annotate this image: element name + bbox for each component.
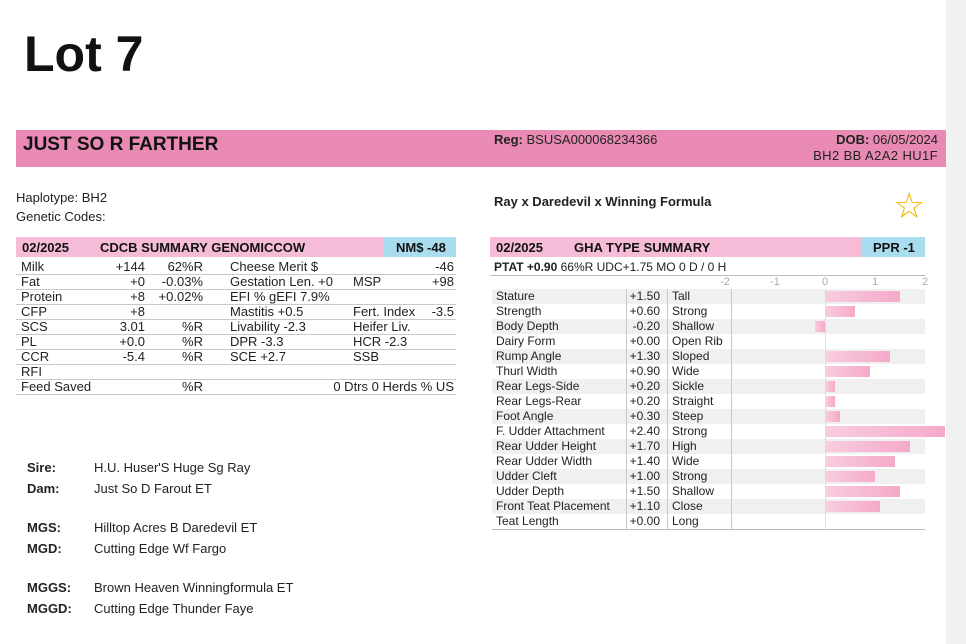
trait-value: +1.50 [629, 484, 660, 498]
column-divider [626, 409, 627, 424]
pedigree-entry [27, 520, 427, 536]
column-divider [667, 514, 668, 529]
ptat-details: 66%R UDC+1.75 MO 0 D / 0 H [560, 260, 727, 274]
trait-descriptor: Sloped [672, 349, 710, 363]
trait-value: +0.00 [629, 334, 660, 348]
cdcb-cell-c5: Fert. Index [353, 304, 416, 319]
cdcb-cell-c5: SSB [353, 349, 380, 364]
trait-descriptor: Close [672, 499, 703, 513]
ppr-box [861, 237, 925, 257]
table-row [16, 379, 456, 395]
cdcb-cell-c3: %R [182, 334, 203, 349]
axis-tick-label: 0 [821, 276, 829, 288]
column-divider [731, 409, 732, 424]
column-divider [731, 514, 732, 529]
cdcb-cell-c1: Fat [21, 274, 40, 289]
column-divider [667, 409, 668, 424]
cdcb-cell-c1: CCR [21, 349, 50, 364]
date-of-birth [836, 132, 938, 147]
trait-row [492, 319, 925, 334]
pedigree-label: MGGS: [27, 580, 72, 595]
trait-value: +1.50 [629, 289, 660, 303]
registration [494, 132, 657, 147]
animal-name: JUST SO R FARTHER [23, 134, 219, 155]
gha-header [490, 237, 925, 257]
column-divider [626, 514, 627, 529]
column-divider [667, 424, 668, 439]
pedigree-value: Cutting Edge Wf Fargo [94, 541, 227, 556]
trait-value: -0.20 [632, 319, 660, 333]
trait-descriptor: Wide [672, 454, 700, 468]
cdcb-cell-c2: +0 [130, 274, 145, 289]
trait-name: Udder Depth [496, 484, 565, 498]
haplotype: Haplotype: BH2 [16, 190, 108, 205]
cdcb-cell-c4: DPR -3.3 [230, 334, 284, 349]
column-divider [626, 394, 627, 409]
cdcb-cell-c1: RFI [21, 364, 42, 379]
pedigree-entry [27, 580, 427, 596]
cdcb-cell-c3: 62%R [167, 259, 203, 274]
trait-value: +0.20 [629, 379, 660, 393]
trait-value: +1.00 [629, 469, 660, 483]
axis-tick-label: 1 [871, 276, 879, 288]
table-row [16, 349, 456, 365]
table-row [16, 319, 456, 335]
trait-descriptor: Open Rib [672, 334, 723, 348]
trait-bar [825, 501, 880, 512]
zero-line [825, 289, 826, 529]
ptat-value: PTAT +0.90 [494, 260, 558, 274]
column-divider [731, 439, 732, 454]
reg-value: BSUSA000068234366 [526, 132, 658, 147]
cdcb-cell-c4: SCE +2.7 [230, 349, 287, 364]
cdcb-cell-c4: Livability -2.3 [230, 319, 306, 334]
pedigree-value: Just So D Farout ET [94, 481, 212, 496]
trait-value: +1.30 [629, 349, 660, 363]
table-row [16, 274, 456, 290]
trait-row [492, 409, 925, 424]
trait-name: Udder Cleft [496, 469, 557, 483]
trait-descriptor: Strong [672, 304, 708, 318]
trait-descriptor: Wide [672, 364, 700, 378]
trait-descriptor: Strong [672, 469, 708, 483]
cdcb-cell-c6: -3.5 [431, 304, 454, 319]
trait-value: +0.00 [629, 514, 660, 528]
pedigree-line: Ray x Daredevil x Winning Formula [494, 194, 712, 209]
column-divider [731, 469, 732, 484]
pedigree-entry [27, 541, 427, 557]
trait-descriptor: High [672, 439, 697, 453]
column-divider [667, 364, 668, 379]
pedigree-label: MGS: [27, 520, 61, 535]
cdcb-cell-c2: +8 [130, 304, 145, 319]
trait-value: +0.90 [629, 364, 660, 378]
trait-row [492, 334, 925, 349]
column-divider [667, 454, 668, 469]
column-divider [626, 484, 627, 499]
column-divider [626, 469, 627, 484]
trait-name: Thurl Width [496, 364, 558, 378]
trait-descriptor: Tall [672, 289, 691, 303]
column-divider [731, 289, 732, 304]
trait-value: +1.10 [629, 499, 660, 513]
lot-title: Lot 7 [24, 26, 144, 82]
trait-bar [825, 351, 890, 362]
trait-name: Strength [496, 304, 542, 318]
column-divider [626, 424, 627, 439]
trait-descriptor: Steep [672, 409, 704, 423]
column-divider [626, 454, 627, 469]
nm-dollar-value: NM$ -48 [396, 240, 446, 255]
cdcb-cell-c2: +8 [130, 289, 145, 304]
trait-bar [825, 411, 840, 422]
trait-bar [825, 291, 900, 302]
column-divider [667, 484, 668, 499]
cdcb-cell-c3: %R [182, 319, 203, 334]
cdcb-date: 02/2025 [22, 240, 69, 255]
reg-label: Reg: [494, 132, 523, 147]
pedigree-label: MGGD: [27, 601, 72, 616]
cdcb-cell-c2: -5.4 [122, 349, 145, 364]
cdcb-cell-c6: 0 Dtrs 0 Herds % US [333, 379, 454, 394]
column-divider [731, 379, 732, 394]
trait-descriptor: Shallow [672, 484, 715, 498]
trait-name: Front Teat Placement [496, 499, 610, 513]
trait-descriptor: Straight [672, 394, 714, 408]
column-divider [731, 424, 732, 439]
trait-descriptor: Strong [672, 424, 708, 438]
cdcb-cell-c4: Mastitis +0.5 [230, 304, 304, 319]
cdcb-cell-c1: Feed Saved [21, 379, 92, 394]
column-divider [667, 304, 668, 319]
trait-descriptor: Long [672, 514, 699, 528]
trait-bar [825, 441, 910, 452]
ppr-value: PPR -1 [873, 240, 915, 255]
column-divider [626, 334, 627, 349]
pedigree-entry [27, 481, 427, 497]
column-divider [731, 499, 732, 514]
pedigree-label: Sire: [27, 460, 56, 475]
column-divider [731, 394, 732, 409]
column-divider [731, 349, 732, 364]
cdcb-cell-c1: CFP [21, 304, 47, 319]
trait-name: Rear Legs-Rear [496, 394, 582, 408]
table-row [16, 289, 456, 305]
column-divider [731, 304, 732, 319]
trait-value: +0.20 [629, 394, 660, 408]
column-divider [626, 319, 627, 334]
trait-descriptor: Sickle [672, 379, 705, 393]
trait-value: +2.40 [629, 424, 660, 438]
table-row [16, 364, 456, 380]
trait-row [492, 304, 925, 319]
column-divider [626, 364, 627, 379]
column-divider [626, 439, 627, 454]
column-divider [731, 364, 732, 379]
column-divider [731, 454, 732, 469]
trait-name: Rear Udder Width [496, 454, 593, 468]
trait-name: F. Udder Attachment [496, 424, 605, 438]
trait-row [492, 379, 925, 394]
column-divider [626, 289, 627, 304]
trait-name: Stature [496, 289, 535, 303]
column-divider [667, 439, 668, 454]
cdcb-cell-c2: +0.0 [119, 334, 145, 349]
axis-tick-label: -1 [770, 276, 780, 288]
trait-bar [825, 306, 855, 317]
trait-row [492, 394, 925, 409]
trait-value: +0.30 [629, 409, 660, 423]
trait-bar [825, 396, 835, 407]
column-divider [626, 379, 627, 394]
column-divider [667, 334, 668, 349]
cdcb-cell-c5: Heifer Liv. [353, 319, 411, 334]
trait-name: Foot Angle [496, 409, 554, 423]
genetic-code-list: BH2 BB A2A2 HU1F [813, 148, 938, 163]
column-divider [626, 304, 627, 319]
column-divider [667, 394, 668, 409]
column-divider [667, 349, 668, 364]
pedigree-value: H.U. Huser'S Huge Sg Ray [94, 460, 251, 475]
trait-name: Rear Udder Height [496, 439, 597, 453]
cdcb-title: CDCB SUMMARY GENOMICCOW [100, 240, 306, 255]
table-row [16, 304, 456, 320]
gha-title: GHA TYPE SUMMARY [574, 240, 711, 255]
trait-name: Body Depth [496, 319, 559, 333]
column-divider [731, 484, 732, 499]
trait-bar [825, 366, 870, 377]
ptat-line [494, 260, 726, 274]
column-divider [667, 469, 668, 484]
nm-dollar-box [384, 237, 456, 257]
column-divider [667, 319, 668, 334]
gha-divider [490, 275, 925, 276]
cdcb-cell-c3: +0.02% [158, 289, 203, 304]
trait-bar [825, 486, 900, 497]
cdcb-cell-c4: EFI % gEFI 7.9% [230, 289, 330, 304]
trait-bar [825, 471, 875, 482]
cdcb-cell-c3: -0.03% [161, 274, 203, 289]
gha-date: 02/2025 [496, 240, 543, 255]
trait-value: +1.70 [629, 439, 660, 453]
column-divider [667, 499, 668, 514]
cdcb-cell-c2: +144 [115, 259, 145, 274]
cdcb-cell-c1: Protein [21, 289, 63, 304]
table-bottom-line [492, 529, 925, 530]
cdcb-cell-c6: -46 [435, 259, 454, 274]
cdcb-cell-c5: HCR -2.3 [353, 334, 408, 349]
trait-bar [825, 381, 835, 392]
pedigree-entry [27, 601, 427, 617]
table-row [16, 259, 456, 275]
page-edge [946, 0, 966, 644]
trait-name: Teat Length [496, 514, 559, 528]
column-divider [731, 334, 732, 349]
column-divider [667, 289, 668, 304]
cdcb-cell-c4: Cheese Merit $ [230, 259, 319, 274]
table-row [16, 334, 456, 350]
animal-banner [16, 130, 946, 167]
trait-name: Dairy Form [496, 334, 556, 348]
axis-tick-label: 2 [921, 276, 929, 288]
cdcb-cell-c6: +98 [431, 274, 454, 289]
pedigree-value: Cutting Edge Thunder Faye [94, 601, 254, 616]
trait-name: Rear Legs-Side [496, 379, 580, 393]
cdcb-header [16, 237, 456, 257]
column-divider [626, 349, 627, 364]
trait-name: Rump Angle [496, 349, 562, 363]
pedigree-label: MGD: [27, 541, 62, 556]
genetic-codes: Genetic Codes: [16, 209, 106, 224]
column-divider [626, 499, 627, 514]
dob-value: 06/05/2024 [872, 132, 938, 147]
cdcb-cell-c3: %R [182, 379, 203, 394]
pedigree-value: Brown Heaven Winningformula ET [94, 580, 294, 595]
trait-bar [815, 321, 825, 332]
cdcb-cell-c4: Gestation Len. +0 [230, 274, 333, 289]
trait-row [492, 514, 925, 529]
trait-value: +0.60 [629, 304, 660, 318]
pedigree-label: Dam: [27, 481, 60, 496]
trait-value: +1.40 [629, 454, 660, 468]
axis-tick-label: -2 [720, 276, 730, 288]
cdcb-cell-c2: 3.01 [119, 319, 145, 334]
cdcb-cell-c5: MSP [353, 274, 382, 289]
trait-bar [825, 426, 945, 437]
column-divider [667, 379, 668, 394]
cdcb-cell-c3: %R [182, 349, 203, 364]
column-divider [731, 319, 732, 334]
cdcb-cell-c1: Milk [21, 259, 45, 274]
trait-bar [825, 456, 895, 467]
cdcb-cell-c1: SCS [21, 319, 48, 334]
trait-descriptor: Shallow [672, 319, 715, 333]
cdcb-cell-c1: PL [21, 334, 37, 349]
dob-label: DOB: [836, 132, 870, 147]
pedigree-value: Hilltop Acres B Daredevil ET [94, 520, 258, 535]
pedigree-entry [27, 460, 427, 476]
star-outline-icon[interactable]: ☆ [893, 185, 926, 226]
